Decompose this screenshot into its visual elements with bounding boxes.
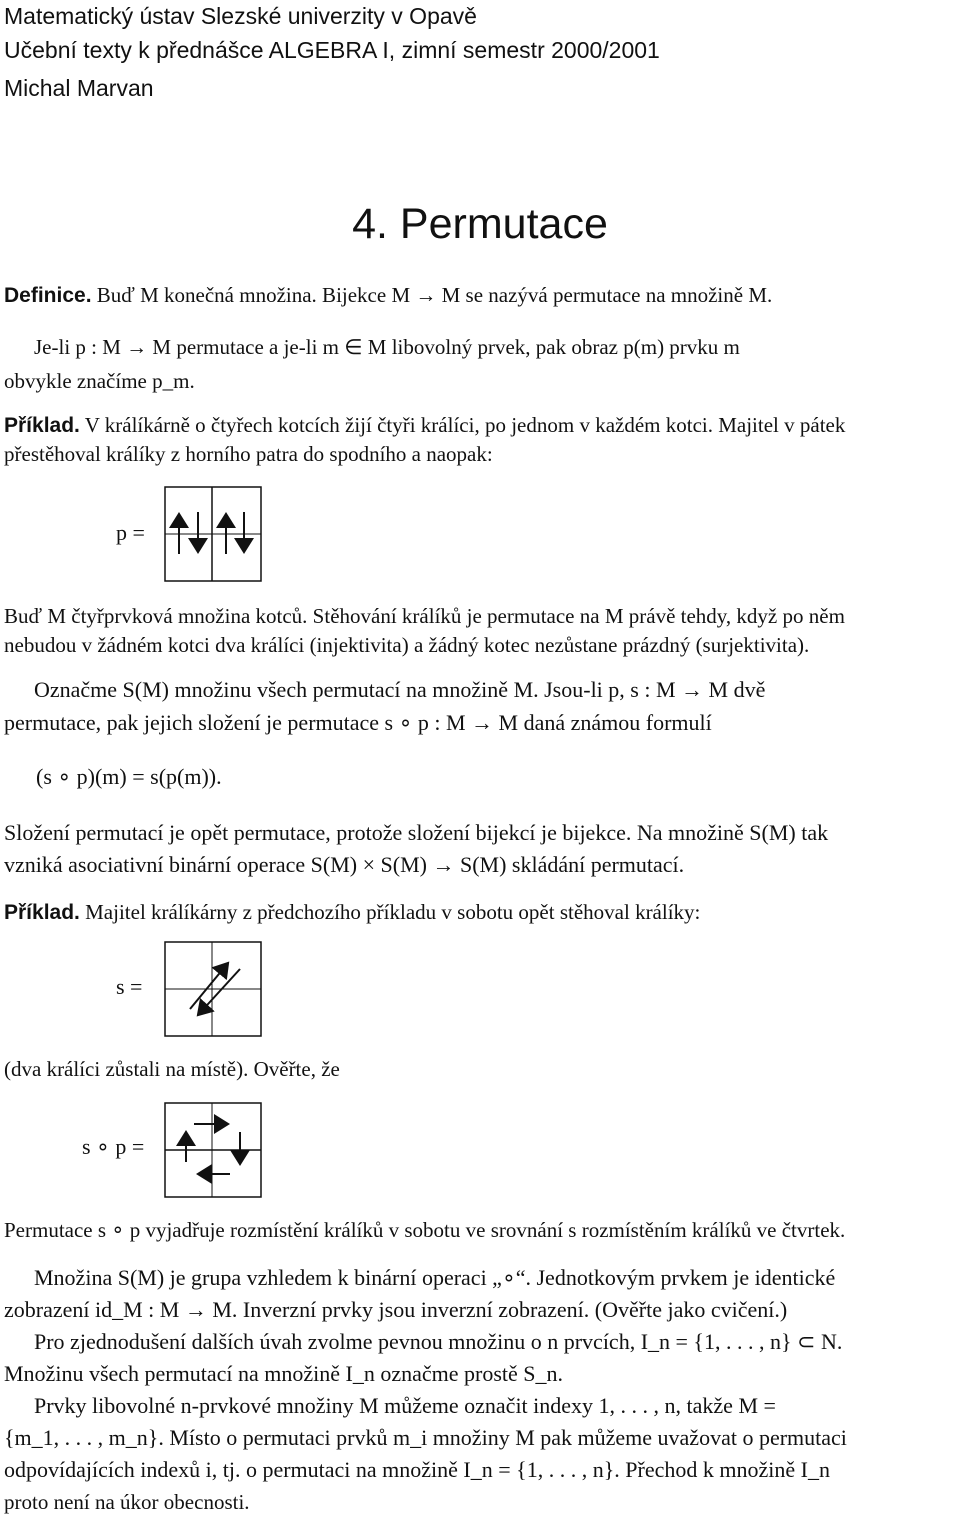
fig-s-label: s = [116,974,143,999]
definition-label: Definice. [4,284,92,307]
group-line1: Množina S(M) je grupa vzhledem k binární operaci „∘“. Jednotkovým prvkem je identické [34,1265,836,1290]
fig-sp-label: s ∘ p = [82,1134,145,1159]
indexes-line2: {m_1, . . . , m_n}. Místo o permutaci prvků m_i množiny M pak můžeme uvažovat o permutaci [4,1425,847,1450]
example1-label: Příklad. [4,414,80,437]
indexes-line1: Prvky libovolné n-prvkové množiny M můžeme označit indexy 1, . . . , n, takže M = [34,1393,776,1418]
surj-line1: Buď M čtyřprvková množina kotců. Stěhování králíků je permutace na M právě tehdy, když po něm [4,604,845,628]
example2-text: Majitel králíkárny z předchozího příkladu v sobotu opět stěhoval králíky: [85,900,701,924]
surj-line2: nebudou v žádném kotci dva králíci (injektivita) a žádný kotec nezůstane prázdný (surjektivita). [4,633,810,657]
example1-text: V králíkárně o čtyřech kotcích žijí čtyři králíci, po jednom v každém kotci. Majitel v pátek [84,413,846,437]
definition-text: Buď M konečná množina. Bijekce M → M se nazývá permutace na množině M. [96,283,773,307]
definition [4,282,772,309]
group-line2: zobrazení id_M : M → M. Inverzní prvky jsou inverzní zobrazení. (Ověřte jako cvičení.) [4,1297,788,1322]
simplify-line1: Pro zjednodušení dalších úvah zvolme pevnou množinu o n prvcích, I_n = {1, . . . , n} ⊂ N. [34,1329,843,1354]
chapter-title: 4. Permutace [352,200,608,248]
composition-line2: permutace, pak jejich složení je permutace s ∘ p : M → M daná známou formulí [4,710,712,735]
indexes-line3: odpovídajících indexů i, tj. o permutaci na množině I_n = {1, . . . , n}. Přechod k množině I_n [4,1457,830,1482]
permutation-p-diagram [164,486,262,582]
example1-line2: přestěhoval králíky z horního patra do spodního a naopak: [4,442,493,466]
p-text-line2: obvykle značíme p_m. [4,369,195,393]
example2-label: Příklad. [4,901,80,924]
sp-explanation: Permutace s ∘ p vyjadřuje rozmístění králíků v sobotu ve srovnání s rozmístěním králíků ve čtvrtek. [4,1218,846,1242]
indexes-line4: proto není na úkor obecnosti. [4,1490,250,1514]
permutation-sp-diagram [164,1102,262,1198]
simplify-line2: Množinu všech permutací na množině I_n označme prostě S_n. [4,1361,564,1386]
assoc-line1: Složení permutací je opět permutace, protože složení bijekcí je bijekce. Na množině S(M) tak [4,820,829,845]
header-institute: Matematický ústav Slezské univerzity v Opavě [4,3,477,29]
permutation-s-diagram [164,941,262,1037]
example2-line1 [4,899,700,926]
p-text-line1: Je-li p : M → M permutace a je-li m ∈ M libovolný prvek, pak obraz p(m) prvku m [34,335,740,359]
verify-text: (dva králíci zůstali na místě). Ověřte, že [4,1057,340,1081]
assoc-line2: vzniká asociativní binární operace S(M) × S(M) → S(M) skládání permutací. [4,852,685,877]
fig-p-label: p = [116,520,145,545]
header-course: Učební texty k přednášce ALGEBRA I, zimní semestr 2000/2001 [4,37,660,63]
example1-line1 [4,412,845,439]
header-author: Michal Marvan [4,75,154,101]
composition-formula: (s ∘ p)(m) = s(p(m)). [36,764,222,789]
composition-line1: Označme S(M) množinu všech permutací na množině M. Jsou-li p, s : M → M dvě [34,677,766,702]
